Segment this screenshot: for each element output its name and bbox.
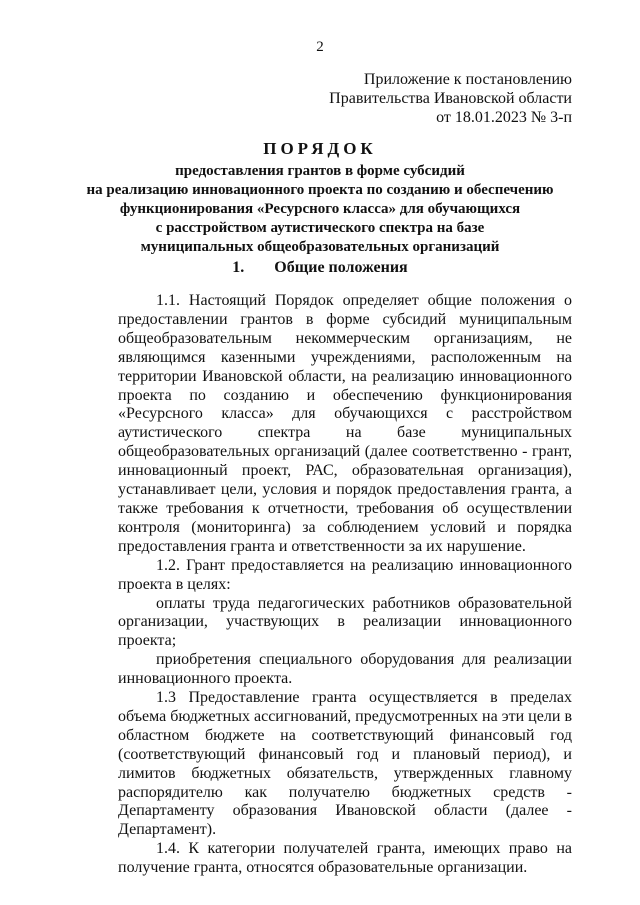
document-body <box>118 292 572 878</box>
appendix-line-2: Правительства Ивановской области <box>329 90 572 107</box>
subtitle-line: с расстройством аутистического спектра на базе <box>155 220 485 236</box>
subtitle-line: функционирования «Ресурсного класса» для обучающихся <box>119 201 521 217</box>
title-block <box>60 138 580 257</box>
paragraph-1-2-item-2: приобретения специального оборудования для реализации инновационного проекта. <box>118 651 572 688</box>
appendix-line-3: от 18.01.2023 № 3-п <box>436 109 572 126</box>
paragraph-1-2-item-1: оплаты труда педагогических работников образовательной организации, участвующих в реализации инновационного проекта; <box>118 594 572 650</box>
section-number: 1. <box>232 259 245 276</box>
section-heading <box>0 258 640 278</box>
appendix-line-1: Приложение к постановлению <box>363 71 572 88</box>
paragraph-1-2: 1.2. Грант предоставляется на реализацию инновационного проекта в целях: <box>118 556 572 593</box>
document-title: ПОРЯДОК <box>263 139 377 158</box>
appendix-header <box>329 70 572 127</box>
subtitle-line: предоставления грантов в форме субсидий <box>175 163 465 179</box>
paragraph-1-3: 1.3 Предоставление гранта осуществляется в пределах объема бюджетных ассигнований, предусмотренных на эти цели в областном бюджете на соответствующий финансовый год (соответствующий финансовый год и плановый период), и лимитов бюджетных обязательств, утвержденных главному распорядителю как получателю бюджетных средств - Департаменту образования Ивановской области (далее - Департамент). <box>118 689 572 839</box>
paragraph-1-4: 1.4. К категории получателей гранта, имеющих право на получение гранта, относятся образовательные организации. <box>118 840 572 877</box>
page-number: 2 <box>316 39 324 55</box>
subtitle-line: муниципальных общеобразовательных организаций <box>140 239 500 255</box>
section-title: Общие положения <box>274 259 408 276</box>
paragraph-1-1: 1.1. Настоящий Порядок определяет общие положения о предоставлении грантов в форме субсидий муниципальным общеобразовательным некоммерческим организациям, не являющимся казенными учреждениями, расположенным на территории Ивановской области, на реализацию инновационного проекта по созданию и обеспечению функционирования «Ресурсного класса» для обучающихся с расстройством аутистического спектра на базе муниципальных общеобразовательных организаций (далее соответственно - грант, инновационный проект, РАС, образовательная организация), устанавливает цели, условия и порядок предоставления гранта, а также требования к отчетности, требования об осуществлении контроля (мониторинга) за соблюдением условий и порядка предоставления гранта и ответственности за их нарушение. <box>118 292 572 555</box>
subtitle-line: на реализацию инновационного проекта по созданию и обеспечению <box>86 182 554 198</box>
